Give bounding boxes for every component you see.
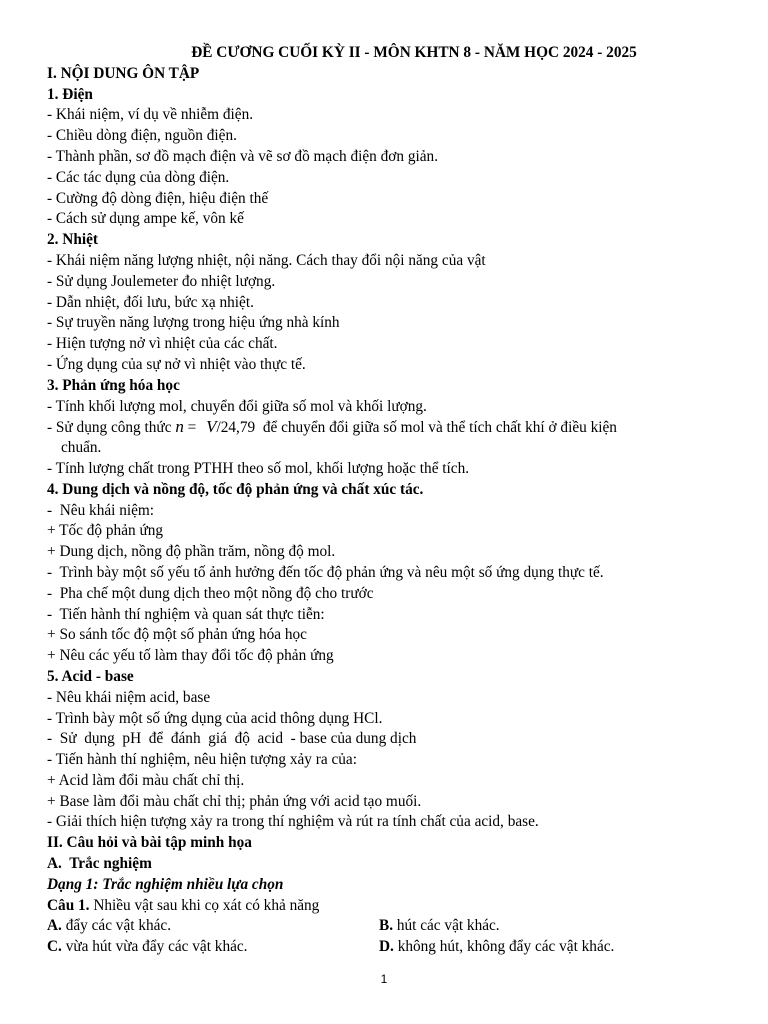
page-number: 1	[380, 972, 388, 986]
list-item: + Base làm đổi màu chất chỉ thị; phản ứng với acid tạo muối.	[47, 792, 422, 810]
section-5-heading: 5. Acid - base	[47, 667, 134, 685]
formula-n: n	[175, 417, 184, 437]
part1-heading: I. NỘI DUNG ÔN TẬP	[47, 64, 200, 82]
section-3-heading: 3. Phản ứng hóa học	[47, 376, 180, 394]
option-letter: A.	[47, 917, 62, 935]
section-2-heading: 2. Nhiệt	[47, 231, 98, 249]
option-text: hút các vật khác.	[393, 917, 500, 935]
list-item: - Tiến hành thí nghiệm và quan sát thực tiễn:	[47, 605, 325, 623]
formula-rest: /24,79 để chuyển đổi giữa số mol và thể tích chất khí ở điều kiện	[216, 419, 617, 437]
section-4-heading: 4. Dung dịch và nồng độ, tốc độ phản ứng và chất xúc tác.	[47, 480, 424, 498]
list-item: + Tốc độ phản ứng	[47, 522, 164, 540]
list-item: - Trình bày một số yếu tố ảnh hưởng đến tốc độ phản ứng và nêu một số ứng dụng thực tế.	[47, 563, 604, 581]
options-row	[47, 937, 737, 958]
list-item: - Hiện tượng nở vì nhiệt của các chất.	[47, 335, 278, 353]
list-item: - Ứng dụng của sự nở vì nhiệt vào thực tế.	[47, 355, 306, 373]
formula-v: V	[206, 417, 217, 437]
list-item: - Sử dụng Joulemeter đo nhiệt lượng.	[47, 272, 276, 290]
option-text: không hút, không đẩy các vật khác.	[393, 938, 615, 956]
document-page	[47, 43, 737, 958]
list-item: - Trình bày một số ứng dụng của acid thông dụng HCl.	[47, 709, 383, 727]
list-item: - Nêu khái niệm:	[47, 501, 155, 519]
list-item: - Sử dụng pH để đánh giá độ acid - base của dung dịch	[47, 730, 417, 748]
question-label: Câu 1.	[47, 896, 90, 914]
list-item: - Sự truyền năng lượng trong hiệu ứng nhà kính	[47, 314, 340, 332]
list-item: + So sánh tốc độ một số phản ứng hóa học	[47, 626, 307, 644]
list-item: - Khái niệm, ví dụ về nhiễm điện.	[47, 106, 254, 124]
option-text: vừa hút vừa đẩy các vật khác.	[61, 938, 248, 956]
list-item: + Acid làm đổi màu chất chỉ thị.	[47, 771, 245, 789]
list-item: + Dung dịch, nồng độ phần trăm, nồng độ mol.	[47, 543, 336, 561]
subsection-a-heading: A. Trắc nghiệm	[47, 855, 152, 873]
formula-continuation: chuẩn.	[61, 439, 102, 457]
option-a	[47, 916, 379, 937]
list-item: + Nêu các yếu tố làm thay đổi tốc độ phản ứng	[47, 647, 334, 665]
list-item: - Thành phần, sơ đồ mạch điện và vẽ sơ đồ mạch điện đơn giản.	[47, 147, 439, 165]
list-item: - Cường độ dòng điện, hiệu điện thế	[47, 189, 269, 207]
list-item: - Tiến hành thí nghiệm, nêu hiện tượng xảy ra của:	[47, 751, 357, 769]
list-item: - Dẫn nhiệt, đối lưu, bức xạ nhiệt.	[47, 293, 254, 311]
list-item: - Giải thích hiện tượng xảy ra trong thí nghiệm và rút ra tính chất của acid, base.	[47, 813, 539, 831]
option-b	[379, 916, 500, 937]
options-row	[47, 916, 737, 937]
option-d	[379, 937, 614, 958]
document-title: ĐỀ CƯƠNG CUỐI KỲ II - MÔN KHTN 8 - NĂM HỌC 2024 - 2025	[191, 44, 637, 61]
section-1-heading: 1. Điện	[47, 85, 93, 103]
option-letter: D.	[379, 938, 394, 956]
option-text: đẩy các vật khác.	[61, 917, 172, 935]
formula-line	[47, 417, 737, 438]
question-1	[47, 896, 737, 917]
list-item: - Tính khối lượng mol, chuyển đổi giữa số mol và khối lượng.	[47, 397, 427, 415]
question-text: Nhiều vật sau khi cọ xát có khả năng	[89, 896, 320, 914]
part2-heading: II. Câu hỏi và bài tập minh họa	[47, 834, 252, 852]
option-letter: B.	[379, 917, 394, 935]
formula-eq: =	[183, 419, 201, 437]
list-item: - Khái niệm năng lượng nhiệt, nội năng. Cách thay đổi nội năng của vật	[47, 251, 486, 269]
list-item: - Cách sử dụng ampe kế, vôn kế	[47, 210, 244, 228]
list-item: - Các tác dụng của dòng điện.	[47, 168, 230, 186]
list-item: - Chiều dòng điện, nguồn điện.	[47, 127, 237, 145]
list-item: - Pha chế một dung dịch theo một nồng độ cho trước	[47, 584, 374, 602]
option-c	[47, 937, 379, 958]
formula-prefix: - Sử dụng công thức	[47, 419, 176, 437]
option-letter: C.	[47, 938, 62, 956]
list-item: - Nêu khái niệm acid, base	[47, 688, 211, 706]
question-type-heading: Dạng 1: Trắc nghiệm nhiều lựa chọn	[47, 875, 284, 893]
list-item: - Tính lượng chất trong PTHH theo số mol, khối lượng hoặc thể tích.	[47, 459, 470, 477]
